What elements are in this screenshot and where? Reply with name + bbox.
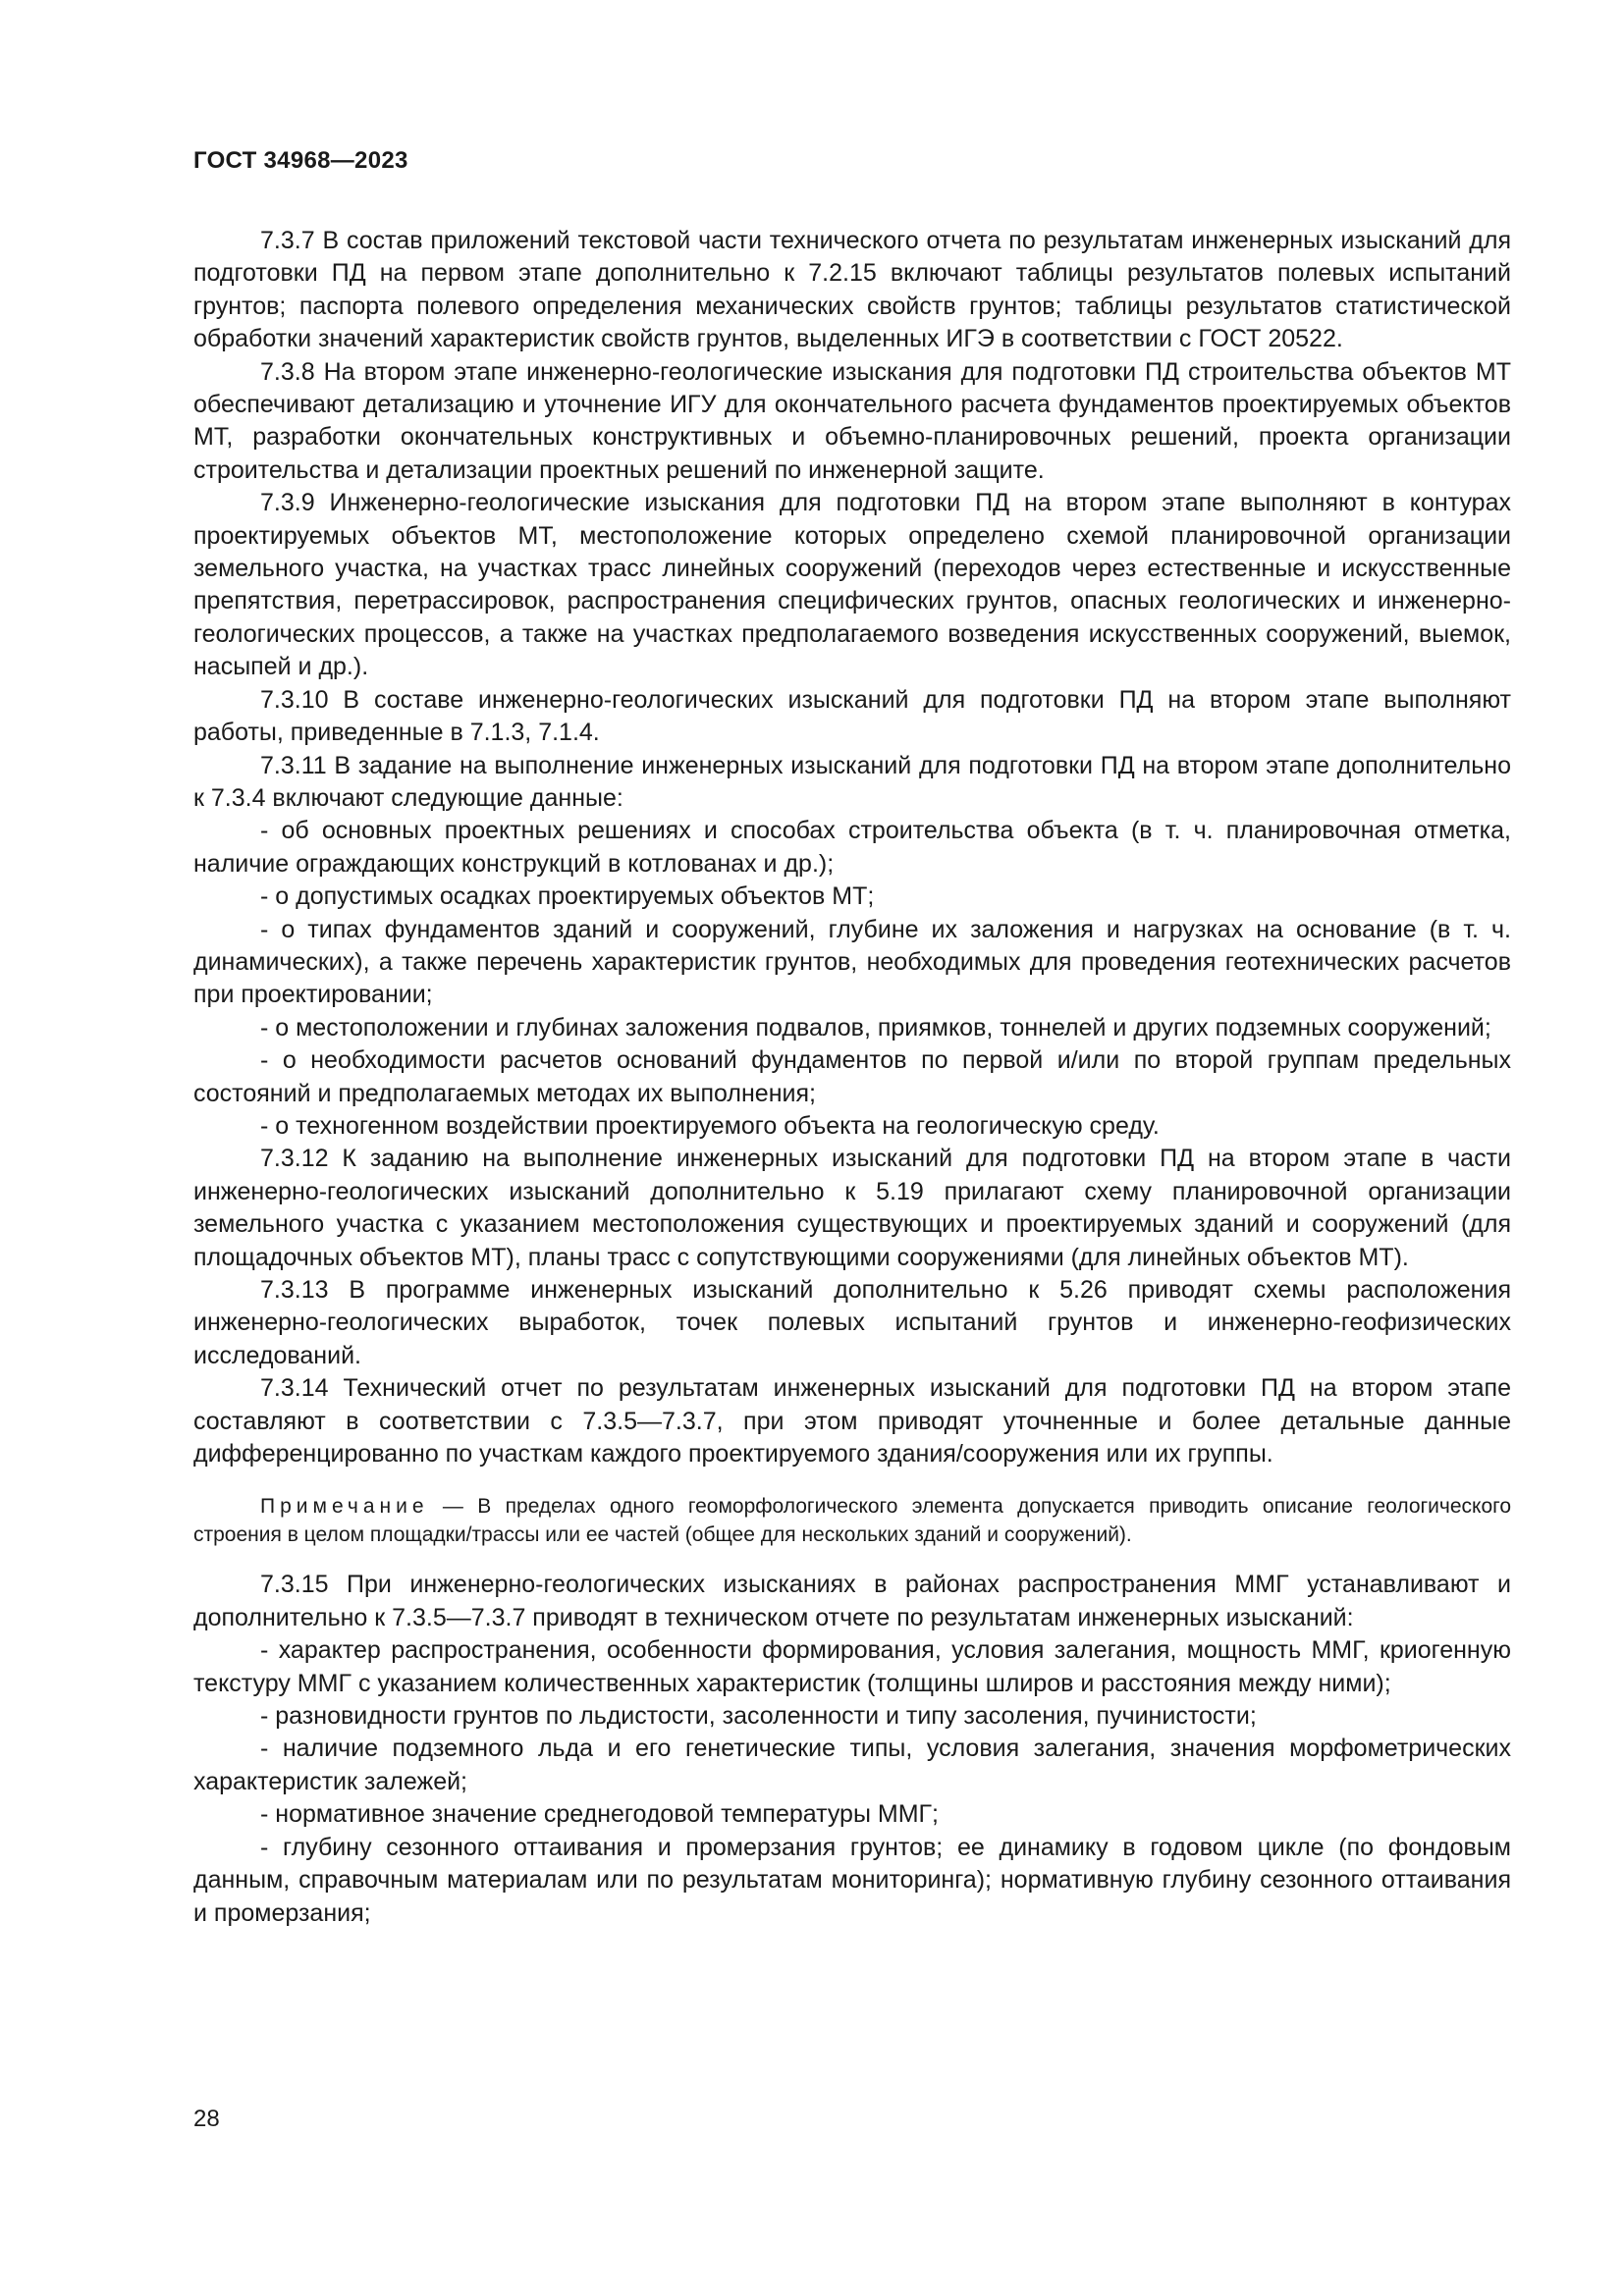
paragraph-7-3-11: 7.3.11 В задание на выполнение инженерных изысканий для подготовки ПД на втором этапе дополнительно к 7.3.4 включают следующие данные: <box>193 751 1511 812</box>
list-item: - о допустимых осадках проектируемых объектов МТ; <box>260 882 875 911</box>
note-label: Примечание <box>260 1495 429 1519</box>
page-number: 28 <box>193 2106 220 2132</box>
paragraph-7-3-10: 7.3.10 В составе инженерно-геологических изысканий для подготовки ПД на втором этапе выполняют работы, приведенные в 7.1.3, 7.1.4. <box>193 685 1511 747</box>
note-text: — В пределах одного геоморфологического элемента допускается приводить описание геологического строения в целом площадки/трассы или ее частей (общее для нескольких зданий и сооружений). <box>193 1495 1511 1547</box>
document-code-header: ГОСТ 34968—2023 <box>193 147 408 174</box>
paragraph-7-3-13: 7.3.13 В программе инженерных изысканий дополнительно к 5.26 приводят схемы расположения инженерно-геологических выработок, точек полевых испытаний грунтов и инженерно-геофизических исследований. <box>193 1276 1511 1369</box>
list-item: - о местоположении и глубинах заложения подвалов, приямков, тоннелей и других подземных сооружений; <box>260 1013 1491 1041</box>
list-item: - о техногенном воздействии проектируемого объекта на геологическую среду. <box>260 1111 1160 1140</box>
list-item: - о типах фундаментов зданий и сооружений, глубине их заложения и нагрузках на основание (в т. ч. динамических), а также перечень характеристик грунтов, необходимых для проведения геотехнических расчетов при проектировании; <box>193 915 1511 1009</box>
paragraph-7-3-8: 7.3.8 На втором этапе инженерно-геологические изыскания для подготовки ПД строительства объектов МТ обеспечивают детализацию и уточнение ИГУ для окончательного расчета фундаментов проектируемых объектов МТ, разработки окончательных конструктивных и объемно-планировочных решений, проекта организации строительства и детализации проектных решений по инженерной защите. <box>193 357 1511 484</box>
list-item: - разновидности грунтов по льдистости, засоленности и типу засоления, пучинистости; <box>260 1702 1257 1731</box>
paragraph-7-3-7: 7.3.7 В состав приложений текстовой части технического отчета по результатам инженерных изысканий для подготовки ПД на первом этапе дополнительно к 7.2.15 включают таблицы результатов полевых испытаний грунтов; паспорта полевого определения механических свойств грунтов; таблицы результатов статистической обработки значений характеристик свойств грунтов, выделенных ИГЭ в соответствии с ГОСТ 20522. <box>193 227 1511 353</box>
list-item: - об основных проектных решениях и способах строительства объекта (в т. ч. планировочная отметка, наличие ограждающих конструкций в котлованах и др.); <box>193 817 1511 878</box>
list-item: - наличие подземного льда и его генетические типы, условия залегания, значения морфометрических характеристик залежей; <box>193 1735 1511 1795</box>
paragraph-7-3-9: 7.3.9 Инженерно-геологические изыскания для подготовки ПД на втором этапе выполняют в контурах проектируемых объектов МТ, местоположение которых определено схемой планировочной организации земельного участка, на участках трасс линейных сооружений (переходов через естественные и искусственные препятствия, перетрассировок, распространения специфических грунтов, опасных геологических и инженерно-геологических процессов, а также на участках предполагаемого возведения искусственных сооружений, выемок, насыпей и др.). <box>193 489 1511 681</box>
paragraph-7-3-12: 7.3.12 К заданию на выполнение инженерных изысканий для подготовки ПД на втором этапе в части инженерно-геологических изысканий дополнительно к 5.19 прилагают схему планировочной организации земельного участка с указанием местоположения существующих и проектируемых зданий и сооружений (для площадочных объектов МТ), планы трасс с сопутствующими сооружениями (для линейных объектов МТ). <box>193 1145 1511 1271</box>
list-item: - нормативное значение среднегодовой температуры ММГ; <box>260 1800 940 1829</box>
list-item: - о необходимости расчетов оснований фундаментов по первой и/или по второй группам предельных состояний и предполагаемых методах их выполнения; <box>193 1046 1511 1107</box>
paragraph-7-3-15: 7.3.15 При инженерно-геологических изысканиях в районах распространения ММГ устанавливают и дополнительно к 7.3.5—7.3.7 приводят в техническом отчете по результатам инженерных изысканий: <box>193 1571 1511 1631</box>
list-item: - глубину сезонного оттаивания и промерзания грунтов; ее динамику в годовом цикле (по фондовым данным, справочным материалам или по результатам мониторинга); нормативную глубину сезонного оттаивания и промерзания; <box>193 1833 1511 1927</box>
list-item: - характер распространения, особенности формирования, условия залегания, мощность ММГ, криогенную текстуру ММГ с указанием количественных характеристик (толщины шлиров и расстояния между ними); <box>193 1636 1511 1697</box>
paragraph-7-3-14: 7.3.14 Технический отчет по результатам инженерных изысканий для подготовки ПД на втором этапе составляют в соответствии с 7.3.5—7.3.7, при этом приводят уточненные и более детальные данные дифференцированно по участкам каждого проектируемого здания/сооружения или их группы. <box>193 1374 1511 1468</box>
document-body <box>193 225 1511 1930</box>
note-block <box>193 1492 1511 1549</box>
